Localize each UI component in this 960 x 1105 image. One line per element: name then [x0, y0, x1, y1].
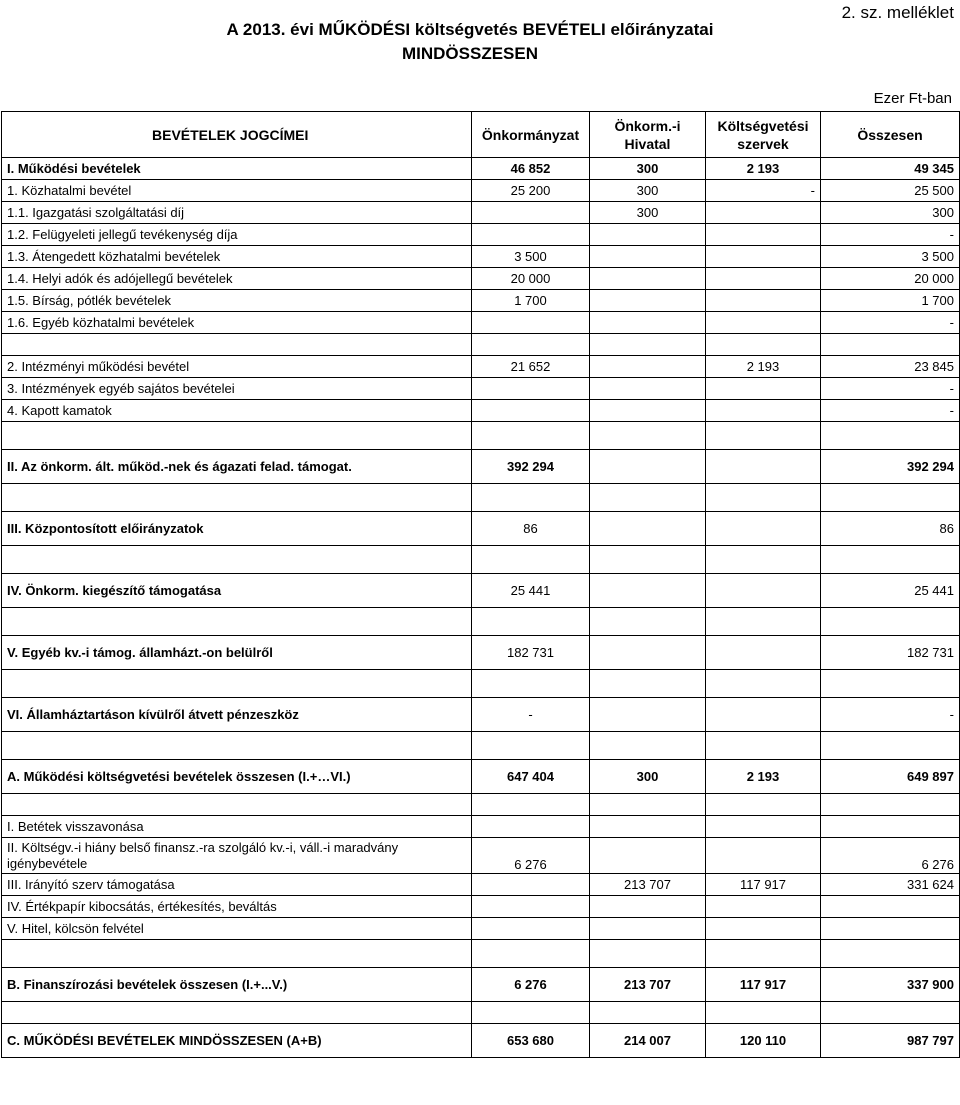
spacer-row	[2, 732, 960, 760]
cell-hivatal: 300	[590, 158, 706, 180]
cell-hivatal	[590, 356, 706, 378]
cell-onkormanyzat	[472, 224, 590, 246]
cell-osszesen	[821, 918, 960, 940]
cell-hivatal	[590, 816, 706, 838]
cell-szervek	[706, 698, 821, 732]
row-label: I. Működési bevételek	[2, 158, 472, 180]
row-label: V. Hitel, kölcsön felvétel	[2, 918, 472, 940]
cell-hivatal: 300	[590, 760, 706, 794]
table-row	[2, 760, 960, 794]
row-label: C. MŰKÖDÉSI BEVÉTELEK MINDÖSSZESEN (A+B)	[2, 1024, 472, 1058]
cell-onkormanyzat	[472, 312, 590, 334]
col-header-category: BEVÉTELEK JOGCÍMEI	[2, 112, 472, 158]
revenue-table	[1, 111, 960, 1058]
row-label: III. Irányító szerv támogatása	[2, 874, 472, 896]
cell-hivatal	[590, 400, 706, 422]
table-row	[2, 698, 960, 732]
cell-onkormanyzat: -	[472, 698, 590, 732]
table-row	[2, 246, 960, 268]
title-line-2: MINDÖSSZESEN	[401, 44, 539, 63]
cell-hivatal: 300	[590, 180, 706, 202]
cell-hivatal	[590, 838, 706, 874]
cell-hivatal	[590, 224, 706, 246]
row-label: 1. Közhatalmi bevétel	[2, 180, 472, 202]
cell-onkormanyzat: 653 680	[472, 1024, 590, 1058]
cell-osszesen: 25 500	[821, 180, 960, 202]
cell-osszesen	[821, 896, 960, 918]
spacer-row	[2, 940, 960, 968]
cell-onkormanyzat: 46 852	[472, 158, 590, 180]
cell-szervek	[706, 378, 821, 400]
cell-osszesen: 23 845	[821, 356, 960, 378]
col-header-onkormanyzat: Önkormányzat	[472, 112, 590, 158]
cell-hivatal: 213 707	[590, 968, 706, 1002]
cell-szervek	[706, 450, 821, 484]
table-row	[2, 896, 960, 918]
cell-hivatal	[590, 512, 706, 546]
cell-hivatal	[590, 698, 706, 732]
cell-onkormanyzat: 20 000	[472, 268, 590, 290]
cell-osszesen: 987 797	[821, 1024, 960, 1058]
cell-szervek	[706, 838, 821, 874]
col-header-hivatal: Önkorm.-i Hivatal	[590, 112, 706, 158]
row-label: 1.3. Átengedett közhatalmi bevételek	[2, 246, 472, 268]
cell-szervek	[706, 636, 821, 670]
cell-hivatal	[590, 378, 706, 400]
table-row	[2, 968, 960, 1002]
table-row	[2, 816, 960, 838]
spacer-row	[2, 484, 960, 512]
spacer-row	[2, 1002, 960, 1024]
cell-osszesen: 331 624	[821, 874, 960, 896]
cell-hivatal	[590, 290, 706, 312]
cell-szervek	[706, 246, 821, 268]
table-header-row	[2, 112, 960, 158]
table-row	[2, 512, 960, 546]
cell-onkormanyzat	[472, 816, 590, 838]
cell-onkormanyzat: 6 276	[472, 838, 590, 874]
cell-hivatal	[590, 268, 706, 290]
cell-szervek	[706, 574, 821, 608]
document-title	[170, 18, 770, 66]
cell-hivatal	[590, 312, 706, 334]
cell-osszesen: -	[821, 312, 960, 334]
cell-osszesen: 6 276	[821, 838, 960, 874]
row-label: 1.5. Bírság, pótlék bevételek	[2, 290, 472, 312]
row-label: 1.6. Egyéb közhatalmi bevételek	[2, 312, 472, 334]
table-row	[2, 400, 960, 422]
cell-szervek: -	[706, 180, 821, 202]
spacer-row	[2, 334, 960, 356]
cell-onkormanyzat	[472, 400, 590, 422]
cell-szervek	[706, 816, 821, 838]
table-row	[2, 378, 960, 400]
cell-onkormanyzat: 25 200	[472, 180, 590, 202]
table-row	[2, 838, 960, 874]
row-label: II. Költségv.-i hiány belső finansz.-ra szolgáló kv.-i, váll.-i maradvány igénybevétele	[2, 838, 472, 874]
table-row	[2, 268, 960, 290]
cell-onkormanyzat: 86	[472, 512, 590, 546]
unit-label: Ezer Ft-ban	[873, 90, 952, 107]
spacer-row	[2, 422, 960, 450]
cell-osszesen: -	[821, 400, 960, 422]
cell-osszesen: 49 345	[821, 158, 960, 180]
annex-label: 2. sz. melléklet	[841, 3, 954, 22]
cell-hivatal: 300	[590, 202, 706, 224]
table-row	[2, 180, 960, 202]
cell-hivatal: 213 707	[590, 874, 706, 896]
table-row	[2, 158, 960, 180]
row-label: III. Központosított előirányzatok	[2, 512, 472, 546]
cell-szervek: 2 193	[706, 158, 821, 180]
cell-hivatal	[590, 246, 706, 268]
cell-onkormanyzat: 21 652	[472, 356, 590, 378]
cell-szervek	[706, 400, 821, 422]
cell-osszesen: -	[821, 224, 960, 246]
table-row	[2, 574, 960, 608]
table-row	[2, 290, 960, 312]
cell-szervek: 2 193	[706, 356, 821, 378]
row-label: V. Egyéb kv.-i támog. államházt.-on belülről	[2, 636, 472, 670]
cell-osszesen: 182 731	[821, 636, 960, 670]
cell-onkormanyzat: 1 700	[472, 290, 590, 312]
cell-hivatal	[590, 896, 706, 918]
row-label: 2. Intézményi működési bevétel	[2, 356, 472, 378]
cell-osszesen: 20 000	[821, 268, 960, 290]
cell-szervek	[706, 312, 821, 334]
cell-szervek	[706, 290, 821, 312]
cell-onkormanyzat	[472, 202, 590, 224]
cell-onkormanyzat: 25 441	[472, 574, 590, 608]
cell-onkormanyzat: 6 276	[472, 968, 590, 1002]
cell-osszesen: 392 294	[821, 450, 960, 484]
spacer-row	[2, 608, 960, 636]
cell-osszesen: 649 897	[821, 760, 960, 794]
row-label: IV. Értékpapír kibocsátás, értékesítés, beváltás	[2, 896, 472, 918]
cell-hivatal	[590, 636, 706, 670]
row-label: VI. Államháztartáson kívülről átvett pénzeszköz	[2, 698, 472, 732]
cell-osszesen: -	[821, 378, 960, 400]
title-line-1: A 2013. évi MŰKÖDÉSI költségvetés BEVÉTELI előirányzatai	[226, 20, 714, 39]
cell-onkormanyzat	[472, 896, 590, 918]
table-row	[2, 224, 960, 246]
table-row	[2, 312, 960, 334]
row-label: 1.1. Igazgatási szolgáltatási díj	[2, 202, 472, 224]
cell-osszesen: 337 900	[821, 968, 960, 1002]
cell-szervek	[706, 918, 821, 940]
cell-onkormanyzat: 182 731	[472, 636, 590, 670]
table-row	[2, 636, 960, 670]
spacer-row	[2, 794, 960, 816]
table-row	[2, 202, 960, 224]
cell-onkormanyzat	[472, 378, 590, 400]
row-label: 4. Kapott kamatok	[2, 400, 472, 422]
cell-szervek	[706, 896, 821, 918]
cell-szervek: 117 917	[706, 874, 821, 896]
col-header-osszesen: Összesen	[821, 112, 960, 158]
cell-onkormanyzat	[472, 874, 590, 896]
cell-onkormanyzat: 3 500	[472, 246, 590, 268]
table-row	[2, 874, 960, 896]
row-label: I. Betétek visszavonása	[2, 816, 472, 838]
table-row	[2, 450, 960, 484]
cell-hivatal	[590, 450, 706, 484]
cell-osszesen: -	[821, 698, 960, 732]
cell-szervek: 120 110	[706, 1024, 821, 1058]
row-label: B. Finanszírozási bevételek összesen (I.+...V.)	[2, 968, 472, 1002]
cell-onkormanyzat: 392 294	[472, 450, 590, 484]
row-label: 1.4. Helyi adók és adójellegű bevételek	[2, 268, 472, 290]
cell-hivatal	[590, 574, 706, 608]
cell-hivatal	[590, 918, 706, 940]
cell-szervek: 117 917	[706, 968, 821, 1002]
cell-osszesen: 1 700	[821, 290, 960, 312]
spacer-row	[2, 670, 960, 698]
table-row	[2, 1024, 960, 1058]
table-row	[2, 356, 960, 378]
cell-onkormanyzat: 647 404	[472, 760, 590, 794]
cell-osszesen: 300	[821, 202, 960, 224]
cell-szervek: 2 193	[706, 760, 821, 794]
cell-szervek	[706, 512, 821, 546]
cell-osszesen: 86	[821, 512, 960, 546]
cell-szervek	[706, 268, 821, 290]
cell-onkormanyzat	[472, 918, 590, 940]
spacer-row	[2, 546, 960, 574]
row-label: A. Működési költségvetési bevételek összesen (I.+…VI.)	[2, 760, 472, 794]
cell-hivatal: 214 007	[590, 1024, 706, 1058]
row-label: IV. Önkorm. kiegészítő támogatása	[2, 574, 472, 608]
cell-osszesen: 3 500	[821, 246, 960, 268]
col-header-szervek: Költségvetési szervek	[706, 112, 821, 158]
cell-szervek	[706, 202, 821, 224]
row-label: 3. Intézmények egyéb sajátos bevételei	[2, 378, 472, 400]
cell-osszesen	[821, 816, 960, 838]
table-row	[2, 918, 960, 940]
cell-osszesen: 25 441	[821, 574, 960, 608]
cell-szervek	[706, 224, 821, 246]
row-label: II. Az önkorm. ált. működ.-nek és ágazati felad. támogat.	[2, 450, 472, 484]
row-label: 1.2. Felügyeleti jellegű tevékenység díja	[2, 224, 472, 246]
